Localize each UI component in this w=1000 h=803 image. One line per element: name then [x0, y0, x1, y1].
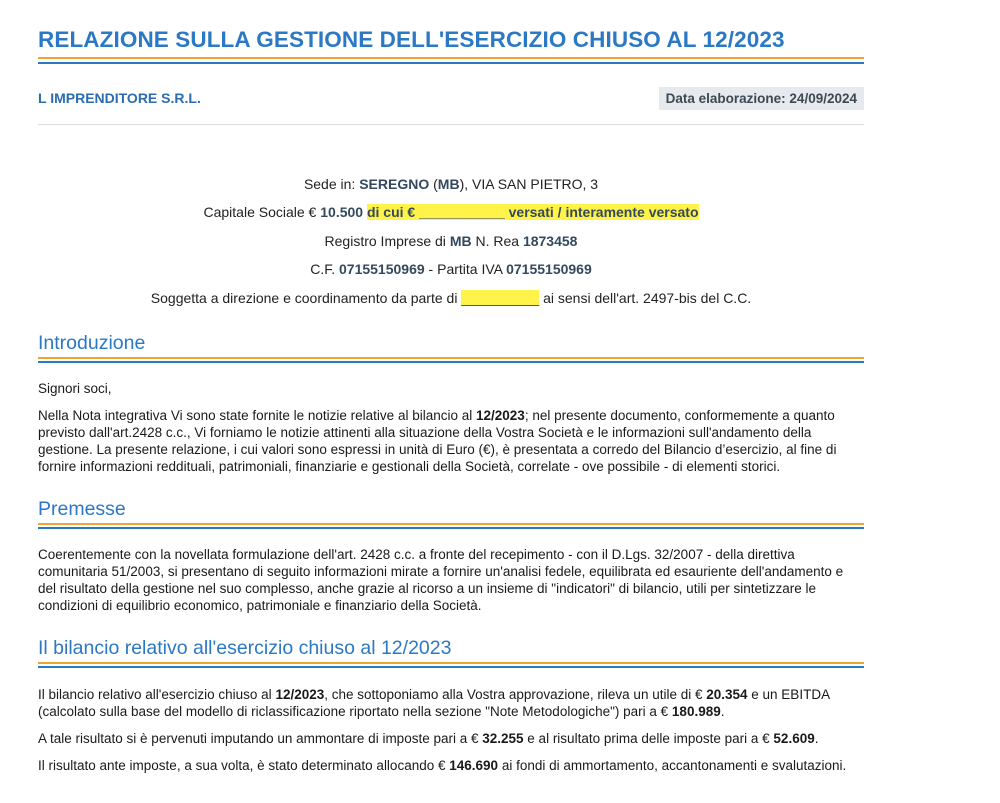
sede-address: VIA SAN PIETRO, 3: [472, 176, 599, 192]
date-badge: Data elaborazione: 24/09/2024: [659, 87, 864, 110]
direction-line: [38, 290, 864, 306]
bilancio-period: 12/2023: [275, 687, 325, 702]
utile-value: 20.354: [706, 687, 748, 702]
section-title-introduzione: Introduzione: [38, 332, 146, 354]
direction-suffix: ai sensi dell'art. 2497-bis del C.C.: [539, 290, 752, 306]
direction-blank: __________: [461, 290, 540, 306]
section-rule-orange: [38, 662, 864, 664]
intro-paragraph: Nella Nota integrativa Vi sono state fornite le notizie relative al bilancio al 12/2023; nel presente documento, conformemente a quanto previsto dall'art.2428 c.c., Vi forniamo le notizie attinenti alla situazione della Vostra Società e le informazioni sull'andamento della gestione. La presente relazione, i cui valori sono espressi in unità di Euro (€), è presentata a corredo del Bilancio d’esercizio, al fine di fornire informazioni reddituali, patrimoniali, finanziarie e gestionali della Società, correlate - ove possibile - di elementi storici.: [38, 408, 837, 474]
section-title-bilancio: Il bilancio relativo all'esercizio chiuso al 12/2023: [38, 637, 452, 659]
ammortamenti-value: 146.690: [449, 758, 499, 773]
section-rule-orange: [38, 357, 864, 359]
registry-province: MB: [449, 233, 472, 249]
piva-value: 07155150969: [506, 261, 592, 277]
rea-label: N. Rea: [475, 233, 523, 249]
company-name: L IMPRENDITORE S.R.L.: [38, 90, 201, 106]
intro-period: 12/2023: [476, 408, 525, 423]
rea-number: 1873458: [522, 233, 578, 249]
title-rule-blue: [38, 62, 864, 64]
report-title: RELAZIONE SULLA GESTIONE DELL'ESERCIZIO CHIUSO AL 12/2023: [38, 27, 785, 52]
sede-city: SEREGNO: [359, 176, 430, 192]
cf-value: 07155150969: [339, 261, 425, 277]
bilancio-paragraph-2: A tale risultato si è pervenuti imputando un ammontare di imposte pari a € 32.255 e al risultato prima delle imposte pari a € 52.609.: [38, 731, 819, 746]
header-divider: [38, 124, 864, 125]
imposte-value: 32.255: [482, 731, 524, 746]
capital-highlight: di cui € ___________ versati / interamente versato: [366, 204, 699, 220]
bilancio-paragraph-1: Il bilancio relativo all'esercizio chiuso al 12/2023, che sottoponiamo alla Vostra approvazione, rileva un utile di € 20.354 e un EBITDA (calcolato sulla base del modello di riclassificazione riportato nella sezione "Note Metodologiche") pari a € 180.989.: [38, 687, 830, 719]
registry-line: [38, 233, 864, 249]
cf-label: C.F.: [310, 261, 339, 277]
ante-imposte-value: 52.609: [773, 731, 815, 746]
sede-label: Sede in:: [303, 176, 360, 192]
section-rule-blue: [38, 527, 864, 529]
section-rule-blue: [38, 666, 864, 668]
direction-label: Soggetta a direzione e coordinamento da parte di: [150, 290, 462, 306]
registry-label: Registro Imprese di: [324, 233, 450, 249]
piva-label: Partita IVA: [437, 261, 507, 277]
section-title-premesse: Premesse: [38, 498, 126, 520]
bilancio-paragraph-3: Il risultato ante imposte, a sua volta, è stato determinato allocando € 146.690 ai fondi di ammortamento, accantonamenti e svalutazioni.: [38, 758, 847, 773]
section-rule-blue: [38, 361, 864, 363]
sede-line: Sede in: SEREGNO (MB), VIA SAN PIETRO, 3: [303, 176, 599, 192]
intro-greeting: Signori soci,: [38, 381, 112, 396]
tax-line: C.F. 07155150969 - Partita IVA 07155150969: [310, 261, 592, 277]
title-rule-orange: [38, 57, 864, 59]
ebitda-value: 180.989: [671, 704, 721, 719]
capital-value: 10.500: [320, 204, 364, 220]
capital-label: Capitale Sociale €: [203, 204, 321, 220]
section-rule-orange: [38, 523, 864, 525]
capital-line: [38, 204, 864, 220]
sede-province: MB: [437, 176, 460, 192]
premesse-paragraph: Coerentemente con la novellata formulazione dell'art. 2428 c.c. a fronte del recepimento - con il D.Lgs. 32/2007 - della direttiva comunitaria 51/2003, si presentano di seguito informazioni mirate a fornire un'analisi fedele, equilibrata ed esauriente dell'andamento e del risultato della gestione nel suo complesso, anche grazie al ricorso a un insieme di "indicatori" di bilancio, utili per sintetizzare le condizioni di equilibrio economico, patrimoniale e finanziario della Società.: [38, 547, 844, 613]
